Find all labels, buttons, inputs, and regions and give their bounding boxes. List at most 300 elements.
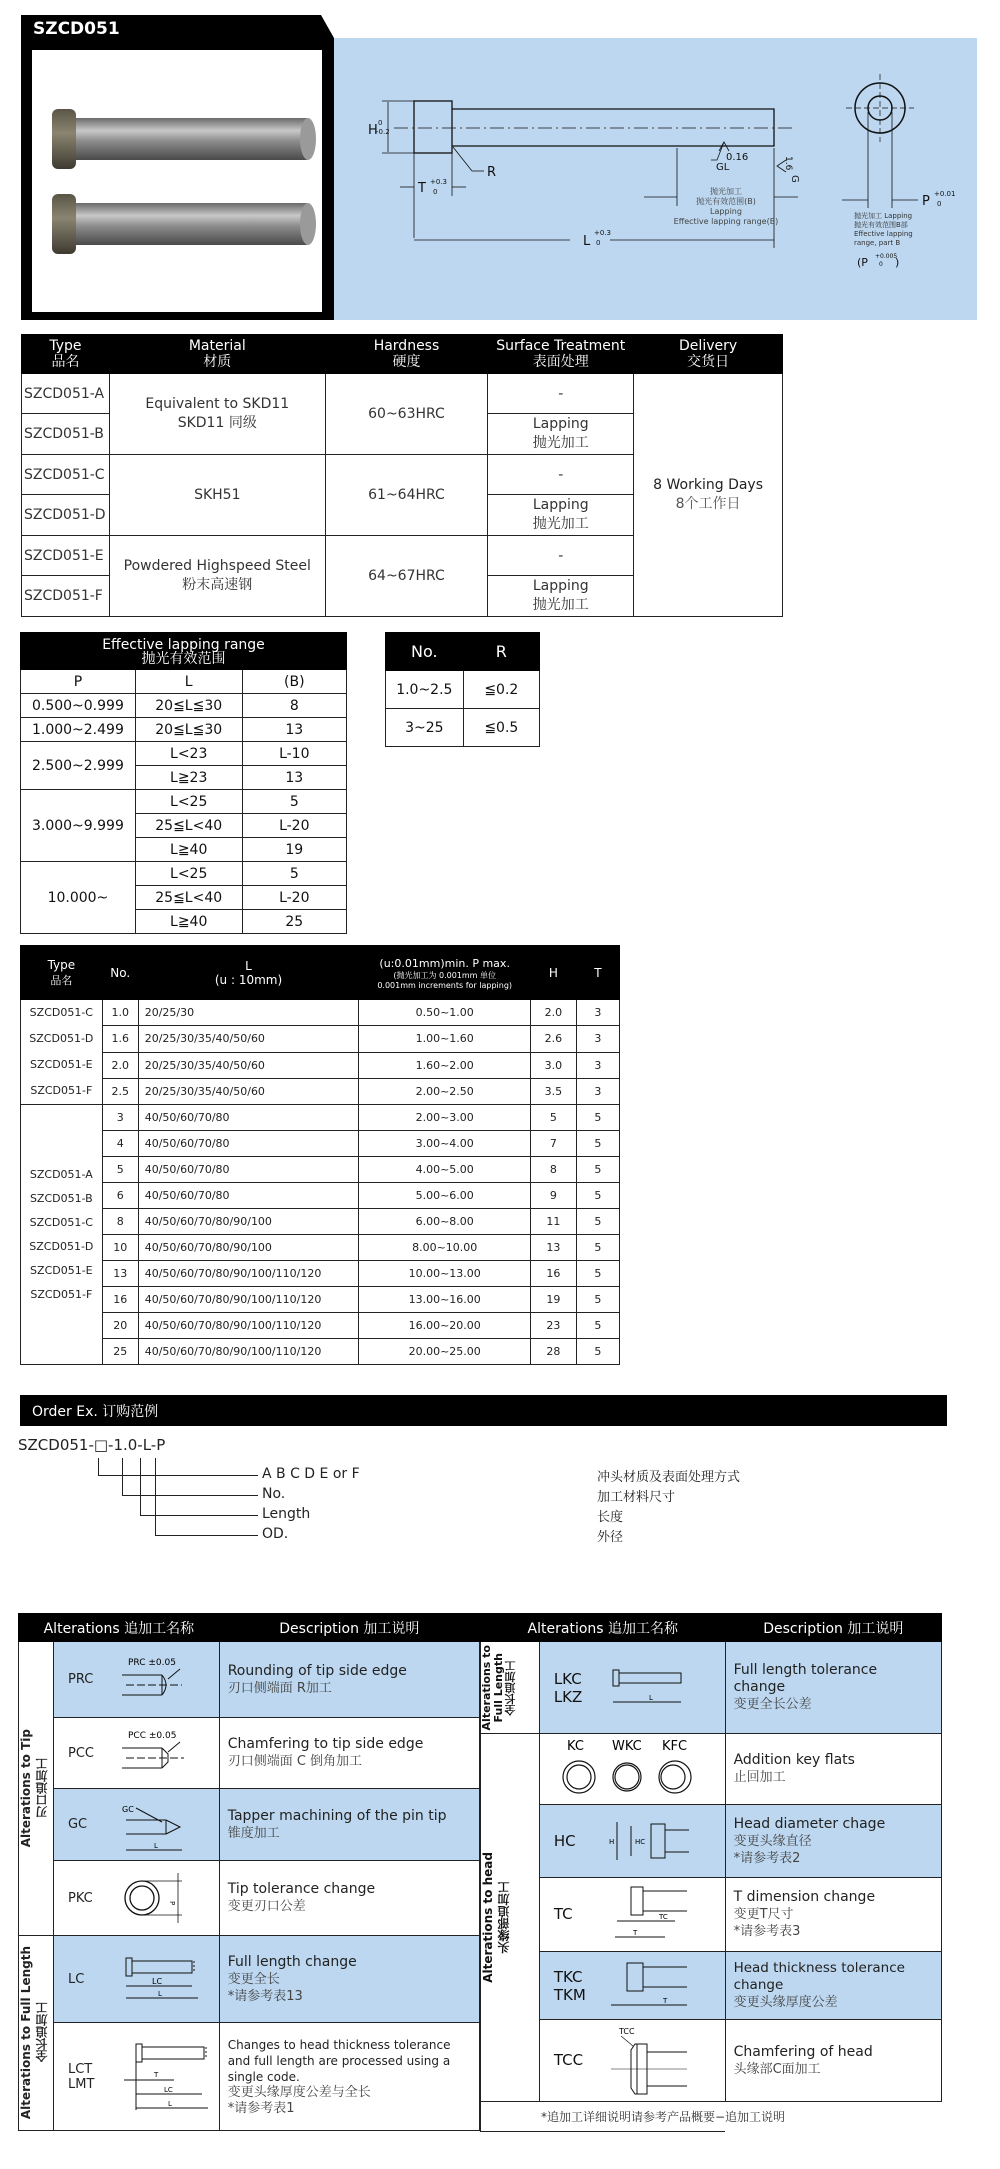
lap-l-cell: L<25: [135, 790, 242, 814]
table-row: [21, 1313, 620, 1339]
lapping-cn-1: 抛光加工: [710, 187, 742, 196]
pin-lower: [52, 194, 316, 254]
size-t-cell: 3: [576, 1000, 619, 1026]
size-no-cell: 2.5: [102, 1078, 138, 1104]
lap-p-cell: 3.000~9.999: [21, 790, 136, 862]
alterations-table-left: [18, 1613, 480, 2131]
svg-text:T: T: [154, 2070, 159, 2079]
lap-l-cell: 25≦L<40: [135, 886, 242, 910]
svg-text:L: L: [158, 1990, 163, 1998]
svg-text:L: L: [154, 1841, 159, 1850]
gl-label: GL: [716, 162, 730, 173]
dimension-drawing: [334, 38, 977, 320]
type-cell: SZCD051-F: [22, 576, 110, 617]
prc-diagram: [122, 1655, 194, 1705]
size-no-cell: 10: [102, 1235, 138, 1261]
group-full-length: Alterations to Full Length 全长追加工: [481, 1642, 540, 1734]
p-note-4: range, part B: [854, 239, 901, 247]
size-t-cell: 5: [576, 1287, 619, 1313]
size-h-cell: 16: [531, 1261, 577, 1287]
h-tol-lower: -0.2: [376, 128, 390, 136]
size-p-cell: 8.00~10.00: [359, 1235, 531, 1261]
spec-header-type: Type 品名: [22, 335, 110, 374]
spec-header-hardness: Hardness 硬度: [325, 335, 488, 374]
size-p-cell: 10.00~13.00: [359, 1261, 531, 1287]
lap-l-cell: L<23: [135, 742, 242, 766]
l-dim-label: L: [583, 234, 591, 249]
alt-code-cell: [539, 1734, 725, 1805]
table-row: [22, 374, 783, 414]
table-row: [21, 1209, 620, 1235]
size-t-cell: 5: [576, 1157, 619, 1183]
size-header-t: T: [576, 946, 619, 1000]
size-l-cell: 40/50/60/70/80/90/100/110/120: [138, 1261, 359, 1287]
surface-cell: -: [488, 536, 634, 576]
hardness-cell: 60~63HRC: [325, 374, 488, 455]
size-p-cell: 2.00~2.50: [359, 1078, 531, 1104]
size-no-cell: 1.0: [102, 1000, 138, 1026]
size-header-type: Type 品名: [21, 946, 103, 1000]
order-item-label: Length: [262, 1506, 311, 1522]
table-row: [21, 1339, 620, 1365]
lapping-en-1: Lapping: [710, 207, 742, 216]
r-value-cell: ≦0.5: [463, 709, 539, 747]
size-no-cell: 3: [102, 1105, 138, 1131]
alt-row-gc: [19, 1789, 480, 1861]
alt-row-lkc: [481, 1642, 942, 1734]
order-connector: [155, 1458, 156, 1535]
size-no-cell: 8: [102, 1209, 138, 1235]
alt-code-cell: PKC P: [53, 1861, 219, 1936]
alt-desc-cell: Tip tolerance change 变更刃口公差: [219, 1861, 479, 1936]
size-no-cell: 20: [102, 1313, 138, 1339]
group-tip: Alterations to Tip 刃口追加工: [19, 1642, 54, 1936]
l-tol-upper: +0.3: [594, 229, 611, 237]
table-row: [21, 742, 347, 766]
size-no-cell: 6: [102, 1183, 138, 1209]
lapping-title: Effective lapping range 抛光有效范围: [21, 633, 347, 670]
hc-diagram: [607, 1816, 691, 1866]
size-no-cell: 5: [102, 1157, 138, 1183]
punch-shaft-outline: [452, 109, 774, 146]
type-cell: SZCD051-C: [22, 455, 110, 495]
alt-row-tc: [481, 1878, 942, 1952]
alt-row-tkc: [481, 1952, 942, 2020]
desc-header: Description 加工说明: [219, 1614, 479, 1642]
type-cell: SZCD051-E: [22, 536, 110, 576]
alt-row-pcc: [19, 1718, 480, 1789]
size-l-cell: 20/25/30/35/40/50/60: [138, 1052, 359, 1078]
table-row: [21, 1287, 620, 1313]
size-t-cell: 3: [576, 1026, 619, 1052]
lap-b-cell: 13: [242, 718, 346, 742]
hardness-cell: 61~64HRC: [325, 455, 488, 536]
order-item-cn: 外径: [597, 1530, 624, 1545]
lap-l-cell: L<25: [135, 862, 242, 886]
kc-label: KC: [567, 1739, 585, 1754]
spec-header-row: [22, 335, 783, 374]
size-h-cell: 9: [531, 1183, 577, 1209]
alt-row-kc: [481, 1734, 942, 1805]
lap-b-cell: 5: [242, 862, 346, 886]
table-row: [21, 1131, 620, 1157]
size-t-cell: 5: [576, 1131, 619, 1157]
t-dim-label: T: [418, 181, 426, 196]
order-connector: [155, 1535, 258, 1536]
size-t-cell: 5: [576, 1313, 619, 1339]
lap-b-cell: L-10: [242, 742, 346, 766]
tcc-diagram: [607, 2024, 691, 2098]
punch-head-outline: [414, 101, 452, 153]
surface-cell: -: [488, 374, 634, 414]
alt-code-cell: HC H HC: [539, 1805, 725, 1878]
alt-desc-cell: Tapper machining of the pin tip 锥度加工: [219, 1789, 479, 1861]
alt-footnote-row: [481, 2102, 942, 2132]
p-tol-lower: 0: [937, 200, 942, 208]
size-h-cell: 5: [531, 1105, 577, 1131]
h-dim-label: H: [368, 123, 378, 138]
lap-header-l: L: [135, 670, 242, 694]
size-h-cell: 23: [531, 1313, 577, 1339]
svg-text:L: L: [168, 2099, 173, 2108]
size-p-cell: 16.00~20.00: [359, 1313, 531, 1339]
lap-l-cell: 25≦L<40: [135, 814, 242, 838]
tkc-diagram: [607, 1959, 691, 2013]
h-tol-upper: 0: [378, 119, 383, 127]
alt-code-cell: TCC TCC: [539, 2020, 725, 2102]
spec-header-delivery: Delivery 交货日: [634, 335, 783, 374]
type-cell: SZCD051-B: [22, 414, 110, 455]
alt-desc-cell: Full length tolerance change 变更全长公差: [725, 1642, 941, 1734]
lapping-header-row: [21, 670, 347, 694]
size-l-cell: 40/50/60/70/80: [138, 1131, 359, 1157]
size-h-cell: 19: [531, 1287, 577, 1313]
size-t-cell: 5: [576, 1235, 619, 1261]
order-connector: [122, 1495, 258, 1496]
alt-desc-cell: Head diameter chage 变更头缘直径 *请参考表2: [725, 1805, 941, 1878]
lap-b-cell: 13: [242, 766, 346, 790]
material-cell: Powdered Highspeed Steel 粉末高速钢: [109, 536, 325, 617]
spec-table: [21, 334, 783, 617]
p-tol-upper: +0.01: [934, 190, 956, 198]
t-tol-lower: 0: [433, 188, 438, 196]
table-row: [386, 709, 540, 747]
size-t-cell: 3: [576, 1052, 619, 1078]
p2-tol-upper: +0.005: [875, 253, 898, 260]
table-row: [21, 1235, 620, 1261]
r-no-cell: 1.0~2.5: [386, 671, 464, 709]
material-cell: Equivalent to SKD11 SKD11 同级: [109, 374, 325, 455]
p-outer-circle: [855, 83, 905, 133]
size-h-cell: 8: [531, 1157, 577, 1183]
pkc-diagram: [122, 1871, 194, 1925]
order-connector: [98, 1458, 99, 1475]
svg-text:T: T: [662, 1996, 667, 2005]
size-l-cell: 40/50/60/70/80: [138, 1157, 359, 1183]
size-no-cell: 13: [102, 1261, 138, 1287]
size-t-cell: 5: [576, 1105, 619, 1131]
size-l-cell: 40/50/60/70/80/90/100/110/120: [138, 1287, 359, 1313]
tc-diagram: [607, 1885, 691, 1945]
group-head: Alterations to head 头缘部追加工: [481, 1734, 540, 2102]
size-type-group-2: SZCD051-A SZCD051-B SZCD051-C SZCD051-D SZCD051-E SZCD051-F: [21, 1105, 103, 1365]
lap-header-b: (B): [242, 670, 346, 694]
table-row: [21, 694, 347, 718]
lap-p-cell: 0.500~0.999: [21, 694, 136, 718]
order-code: SZCD051-□-1.0-L-P: [18, 1436, 166, 1454]
size-no-cell: 25: [102, 1339, 138, 1365]
table-row: [21, 1000, 620, 1026]
table-row: [21, 1183, 620, 1209]
size-l-cell: 40/50/60/70/80/90/100/110/120: [138, 1313, 359, 1339]
alt-row-lct: [19, 2023, 480, 2131]
size-no-cell: 16: [102, 1287, 138, 1313]
material-cell: SKH51: [109, 455, 325, 536]
table-row: [21, 1052, 620, 1078]
size-l-cell: 40/50/60/70/80/90/100: [138, 1235, 359, 1261]
alt-row-lc: [19, 1936, 480, 2023]
alt-footnote: *追加工详细说明请参考产品概要−追加工说明: [481, 2102, 726, 2132]
size-p-cell: 13.00~16.00: [359, 1287, 531, 1313]
order-connector: [140, 1458, 141, 1515]
svg-text:TC: TC: [658, 1912, 668, 1921]
punch-pins-illustration: [32, 50, 322, 312]
alt-row-pkc: [19, 1861, 480, 1936]
lkc-diagram: [611, 1668, 685, 1708]
delivery-cell: 8 Working Days 8个工作日: [634, 374, 783, 617]
alt-code-cell: TC TC T: [539, 1878, 725, 1952]
gl-value: 0.16: [726, 152, 749, 163]
p-note-1: 抛光加工 Lapping: [854, 212, 913, 220]
alt-desc-cell: Full length change 变更全长 *请参考表13: [219, 1936, 479, 2023]
r-table: [385, 632, 540, 747]
size-no-cell: 1.6: [102, 1026, 138, 1052]
r-no-cell: 3~25: [386, 709, 464, 747]
svg-text:HC: HC: [634, 1838, 645, 1846]
alt-desc-cell: Addition key flats 止回加工: [725, 1734, 941, 1805]
r-header-r: R: [463, 633, 539, 671]
lap-b-cell: 8: [242, 694, 346, 718]
p2-label: (P: [857, 256, 868, 269]
size-l-cell: 40/50/60/70/80: [138, 1183, 359, 1209]
alt-code-cell: GC GC L: [53, 1789, 219, 1861]
surface-cell: Lapping 抛光加工: [488, 495, 634, 536]
size-type-group-1: SZCD051-C SZCD051-D SZCD051-E SZCD051-F: [21, 1000, 103, 1105]
lap-l-cell: 20≦L≦30: [135, 718, 242, 742]
size-no-cell: 4: [102, 1131, 138, 1157]
lap-p-cell: 2.500~2.999: [21, 742, 136, 790]
table-row: [21, 790, 347, 814]
technical-drawing-panel: [334, 38, 977, 320]
svg-text:GC: GC: [122, 1804, 134, 1814]
lc-diagram: [122, 1954, 202, 2004]
svg-text:PRC ±0.05: PRC ±0.05: [128, 1657, 177, 1668]
svg-text:LC: LC: [164, 2085, 173, 2094]
table-row: [21, 718, 347, 742]
p-inner-circle: [868, 96, 892, 120]
alterations-table-right: [480, 1613, 942, 2132]
size-l-cell: 40/50/60/70/80/90/100: [138, 1209, 359, 1235]
size-t-cell: 5: [576, 1339, 619, 1365]
alt-desc-cell: Changes to head thickness tolerance and full length are processed using a single code. 变更头缘厚度公差与全长 *请参考表1: [219, 2023, 479, 2131]
size-h-cell: 3.5: [531, 1078, 577, 1104]
p-note-3: Effective lapping: [854, 230, 913, 238]
lap-l-cell: L≧23: [135, 766, 242, 790]
lap-header-p: P: [21, 670, 136, 694]
order-item-label: No.: [262, 1486, 286, 1502]
size-p-cell: 6.00~8.00: [359, 1209, 531, 1235]
size-no-cell: 2.0: [102, 1052, 138, 1078]
svg-text:LC: LC: [152, 1977, 163, 1986]
r-header-no: No.: [386, 633, 464, 671]
order-item-cn: 长度: [597, 1510, 624, 1525]
gc-diagram: [122, 1796, 194, 1854]
table-row: [21, 1261, 620, 1287]
alt-code-cell: PCC PCC ±0.05: [53, 1718, 219, 1789]
spec-header-surface: Surface Treatment 表面处理: [488, 335, 634, 374]
size-l-cell: 20/25/30/35/40/50/60: [138, 1078, 359, 1104]
size-p-cell: 1.60~2.00: [359, 1052, 531, 1078]
lapping-range-table: [20, 632, 347, 934]
size-h-cell: 7: [531, 1131, 577, 1157]
lap-p-cell: 1.000~2.499: [21, 718, 136, 742]
alt-desc-cell: Chamfering of head 头缘部C面加工: [725, 2020, 941, 2102]
size-p-cell: 20.00~25.00: [359, 1339, 531, 1365]
alt-desc-cell: Chamfering to tip side edge 刃口侧端面 C 倒角加工: [219, 1718, 479, 1789]
alt-code-cell: LC LC L: [53, 1936, 219, 2023]
type-cell: SZCD051-D: [22, 495, 110, 536]
alt-header: Alterations 追加工名称: [481, 1614, 726, 1642]
order-connector: [122, 1458, 123, 1495]
lap-l-cell: L≧40: [135, 910, 242, 934]
desc-header: Description 加工说明: [725, 1614, 941, 1642]
table-row: [21, 862, 347, 886]
size-header-no: No.: [102, 946, 138, 1000]
lct-diagram: [122, 2040, 212, 2114]
alt-desc-cell: Rounding of tip side edge 刃口侧端面 R加工: [219, 1642, 479, 1718]
size-l-cell: 20/25/30/35/40/50/60: [138, 1026, 359, 1052]
size-header-l: L (u : 10mm): [138, 946, 359, 1000]
r-label: R: [487, 165, 497, 180]
size-h-cell: 2.6: [531, 1026, 577, 1052]
pcc-diagram: [122, 1728, 194, 1778]
lapping-cn-2: 抛光有效范围(B): [696, 197, 756, 206]
svg-text:PCC ±0.05: PCC ±0.05: [128, 1731, 177, 1741]
alt-code-cell: PRC PRC ±0.05: [53, 1642, 219, 1718]
size-header-p: (u:0.01mm)min. P max. (抛光加工为 0.001mm 单位 0.001mm increments for lapping): [359, 946, 531, 1000]
p-dim-label: P: [922, 194, 930, 209]
size-h-cell: 11: [531, 1209, 577, 1235]
pin-upper: [52, 109, 316, 169]
r-value-cell: ≦0.2: [463, 671, 539, 709]
table-row: [21, 1157, 620, 1183]
svg-text:P: P: [168, 1901, 177, 1906]
size-header-h: H: [531, 946, 577, 1000]
order-item-label: OD.: [262, 1526, 289, 1542]
surface-cell: Lapping 抛光加工: [488, 576, 634, 617]
table-row: [21, 1105, 620, 1131]
svg-text:TCC: TCC: [618, 2026, 635, 2036]
size-t-cell: 5: [576, 1209, 619, 1235]
svg-text:T: T: [632, 1928, 637, 1937]
size-h-cell: 3.0: [531, 1052, 577, 1078]
spec-header-material: Material 材质: [109, 335, 325, 374]
table-row: [386, 671, 540, 709]
lap-b-cell: 5: [242, 790, 346, 814]
surface-cell: Lapping 抛光加工: [488, 414, 634, 455]
size-header-row: [21, 946, 620, 1000]
l-tol-lower: 0: [596, 239, 601, 247]
lap-l-cell: 20≦L≦30: [135, 694, 242, 718]
size-t-cell: 3: [576, 1078, 619, 1104]
key-flats-diagram: [557, 1734, 707, 1800]
order-item-cn: 冲头材质及表面处理方式: [597, 1470, 741, 1485]
t-tol-upper: +0.3: [430, 178, 447, 186]
alt-row-tcc: [481, 2020, 942, 2102]
lap-p-cell: 10.000~: [21, 862, 136, 934]
table-row: [21, 1026, 620, 1052]
lap-b-cell: L-20: [242, 814, 346, 838]
order-example-bar: Order Ex. 订购范例: [20, 1395, 947, 1426]
size-p-cell: 0.50~1.00: [359, 1000, 531, 1026]
alt-code-cell: TKC TKM T: [539, 1952, 725, 2020]
g-label: G: [789, 175, 800, 183]
alt-desc-cell: T dimension change 变更T尺寸 *请参考表3: [725, 1878, 941, 1952]
size-h-cell: 28: [531, 1339, 577, 1365]
alt-desc-cell: Head thickness tolerance change 变更头缘厚度公差: [725, 1952, 941, 2020]
type-cell: SZCD051-A: [22, 374, 110, 414]
size-l-cell: 20/25/30: [138, 1000, 359, 1026]
size-t-cell: 5: [576, 1261, 619, 1287]
lap-l-cell: L≧40: [135, 838, 242, 862]
alt-row-hc: [481, 1805, 942, 1878]
size-p-cell: 5.00~6.00: [359, 1183, 531, 1209]
size-t-cell: 5: [576, 1183, 619, 1209]
alt-header: Alterations 追加工名称: [19, 1614, 220, 1642]
alt-code-cell: LCT LMT T LC L: [53, 2023, 219, 2131]
size-p-cell: 3.00~4.00: [359, 1131, 531, 1157]
lapping-en-2: Effective lapping range(B): [673, 217, 779, 226]
size-h-cell: 13: [531, 1235, 577, 1261]
kfc-label: KFC: [662, 1739, 688, 1754]
g-value: 1.6: [783, 156, 793, 171]
size-l-cell: 40/50/60/70/80: [138, 1105, 359, 1131]
p2-close: ): [895, 256, 900, 269]
svg-text:L: L: [648, 1693, 653, 1702]
group-full-length: Alterations to Full Length 全长追加工: [19, 1936, 54, 2131]
lap-b-cell: L-20: [242, 886, 346, 910]
order-connector: [140, 1515, 258, 1516]
order-item-cn: 加工材料尺寸: [597, 1490, 676, 1505]
size-p-cell: 4.00~5.00: [359, 1157, 531, 1183]
size-table: [20, 945, 620, 1365]
alt-code-cell: LKC LKZ L: [539, 1642, 725, 1734]
product-title: SZCD051: [33, 19, 120, 39]
svg-text:H: H: [608, 1838, 614, 1846]
wkc-label: WKC: [612, 1739, 642, 1754]
product-photo: [32, 50, 322, 312]
table-row: [21, 1078, 620, 1104]
size-p-cell: 2.00~3.00: [359, 1105, 531, 1131]
alt-row-prc: [19, 1642, 480, 1718]
hardness-cell: 64~67HRC: [325, 536, 488, 617]
size-l-cell: 40/50/60/70/80/90/100/110/120: [138, 1339, 359, 1365]
size-p-cell: 1.00~1.60: [359, 1026, 531, 1052]
surface-cell: -: [488, 455, 634, 495]
p-note-2: 抛光有效范围B部: [854, 221, 908, 229]
size-h-cell: 2.0: [531, 1000, 577, 1026]
order-item-label: A B C D E or F: [262, 1466, 360, 1482]
